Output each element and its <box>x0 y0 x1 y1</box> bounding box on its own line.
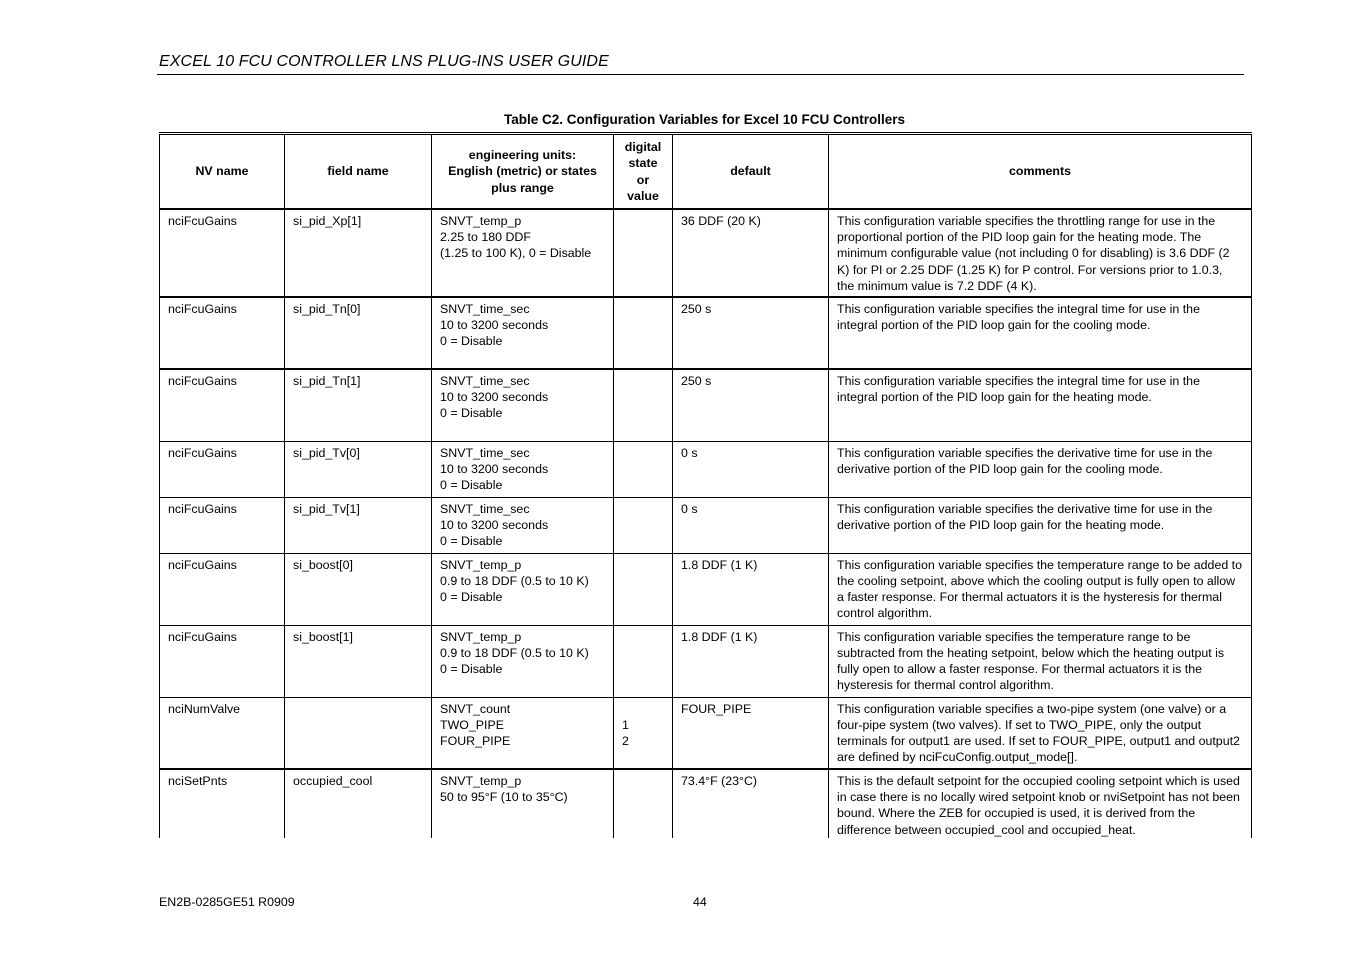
cell-default: 73.4°F (23°C) <box>673 769 829 838</box>
col-header-engineering-units: engineering units: English (metric) or states plus range <box>432 134 614 210</box>
footer-document-number: EN2B-0285GE51 R0909 <box>159 895 295 909</box>
table-row <box>160 697 1252 769</box>
cell-comments: This configuration variable specifies a two-pipe system (one valve) or a four-pipe system (two valves). If set to TWO_PIPE, only the output terminals for output1 are used. If set to FOUR_PIPE, output1 and output2 are defined by nciFcuConfig.output_mode[]. <box>829 697 1252 769</box>
table-caption: Table C2. Configuration Variables for Excel 10 FCU Controllers <box>503 112 906 127</box>
cell-default: 1.8 DDF (1 K) <box>673 625 829 697</box>
table-row <box>160 625 1252 697</box>
cell-units: SNVT_count TWO_PIPE FOUR_PIPE <box>432 697 614 769</box>
cell-field-name: si_pid_Tv[0] <box>285 441 432 497</box>
cell-nv-name: nciFcuGains <box>160 441 285 497</box>
cell-field-name: occupied_cool <box>285 769 432 838</box>
table-row <box>160 441 1252 497</box>
cell-digital <box>614 209 673 297</box>
table-row <box>160 369 1252 441</box>
cell-field-name: si_pid_Xp[1] <box>285 209 432 297</box>
cell-digital <box>614 441 673 497</box>
cell-digital: 1 2 <box>614 697 673 769</box>
col-header-comments: comments <box>829 134 1252 210</box>
cell-units: SNVT_temp_p 0.9 to 18 DDF (0.5 to 10 K) 0 = Disable <box>432 553 614 625</box>
cell-units: SNVT_time_sec 10 to 3200 seconds 0 = Disable <box>432 297 614 369</box>
cell-comments: This is the default setpoint for the occupied cooling setpoint which is used in case there is no locally wired setpoint knob or nviSetpoint has not been bound. Where the ZEB for occupied is used, it is derived from the difference between occupied_cool and occupied_heat. <box>829 769 1252 838</box>
table-row <box>160 297 1252 369</box>
col-header-nv-name: NV name <box>160 134 285 210</box>
cell-digital <box>614 369 673 441</box>
cell-nv-name: nciFcuGains <box>160 209 285 297</box>
table-header-row <box>160 134 1252 210</box>
cell-field-name <box>285 697 432 769</box>
cell-field-name: si_pid_Tn[1] <box>285 369 432 441</box>
table-row <box>160 553 1252 625</box>
cell-nv-name: nciFcuGains <box>160 297 285 369</box>
cell-comments: This configuration variable specifies the derivative time for use in the derivative portion of the PID loop gain for the cooling mode. <box>829 441 1252 497</box>
cell-field-name: si_boost[1] <box>285 625 432 697</box>
page-header-title: EXCEL 10 FCU CONTROLLER LNS PLUG-INS USER GUIDE <box>159 53 609 70</box>
table-row <box>160 497 1252 553</box>
cell-default: 250 s <box>673 369 829 441</box>
col-header-field-name: field name <box>285 134 432 210</box>
cell-units: SNVT_time_sec 10 to 3200 seconds 0 = Disable <box>432 369 614 441</box>
table-row <box>160 769 1252 838</box>
cell-nv-name: nciFcuGains <box>160 497 285 553</box>
cell-default: 1.8 DDF (1 K) <box>673 553 829 625</box>
cell-default: 250 s <box>673 297 829 369</box>
footer-page-number: 44 <box>693 895 707 909</box>
cell-comments: This configuration variable specifies the temperature range to be added to the cooling setpoint, above which the cooling output is fully open to allow a faster response. For thermal actuators it is the hysteresis for thermal control algorithm. <box>829 553 1252 625</box>
cell-field-name: si_pid_Tn[0] <box>285 297 432 369</box>
table-row <box>160 209 1252 297</box>
cell-comments: This configuration variable specifies the integral time for use in the integral portion of the PID loop gain for the cooling mode. <box>829 297 1252 369</box>
cell-digital <box>614 297 673 369</box>
cell-comments: This configuration variable specifies the integral time for use in the integral portion of the PID loop gain for the heating mode. <box>829 369 1252 441</box>
col-header-digital-state: digital state or value <box>614 134 673 210</box>
cell-field-name: si_pid_Tv[1] <box>285 497 432 553</box>
col-header-default: default <box>673 134 829 210</box>
cell-nv-name: nciNumValve <box>160 697 285 769</box>
cell-units: SNVT_temp_p 50 to 95°F (10 to 35°C) <box>432 769 614 838</box>
cell-default: FOUR_PIPE <box>673 697 829 769</box>
cell-default: 0 s <box>673 441 829 497</box>
cell-default: 36 DDF (20 K) <box>673 209 829 297</box>
cell-nv-name: nciFcuGains <box>160 369 285 441</box>
cell-digital <box>614 625 673 697</box>
cell-comments: This configuration variable specifies the temperature range to be subtracted from the heating setpoint, below which the heating output is fully open to allow a faster response. For thermal actuators it is the hysteresis for thermal control algorithm. <box>829 625 1252 697</box>
header-rule <box>157 74 1244 75</box>
cell-units: SNVT_time_sec 10 to 3200 seconds 0 = Disable <box>432 441 614 497</box>
cell-nv-name: nciFcuGains <box>160 625 285 697</box>
cell-nv-name: nciSetPnts <box>160 769 285 838</box>
cell-digital <box>614 769 673 838</box>
cell-nv-name: nciFcuGains <box>160 553 285 625</box>
cell-comments: This configuration variable specifies the throttling range for use in the proportional portion of the PID loop gain for the heating mode. The minimum configurable value (not including 0 for disabling) is 3.6 DDF (2 K) for PI or 2.25 DDF (1.25 K) for P control. For versions prior to 1.0.3, the minimum value is 7.2 DDF (4 K). <box>829 209 1252 297</box>
cell-units: SNVT_time_sec 10 to 3200 seconds 0 = Disable <box>432 497 614 553</box>
cell-digital <box>614 553 673 625</box>
config-variables-table <box>159 132 1252 838</box>
cell-units: SNVT_temp_p 2.25 to 180 DDF (1.25 to 100 K), 0 = Disable <box>432 209 614 297</box>
cell-field-name: si_boost[0] <box>285 553 432 625</box>
cell-comments: This configuration variable specifies the derivative time for use in the derivative portion of the PID loop gain for the heating mode. <box>829 497 1252 553</box>
cell-digital <box>614 497 673 553</box>
cell-units: SNVT_temp_p 0.9 to 18 DDF (0.5 to 10 K) 0 = Disable <box>432 625 614 697</box>
cell-default: 0 s <box>673 497 829 553</box>
